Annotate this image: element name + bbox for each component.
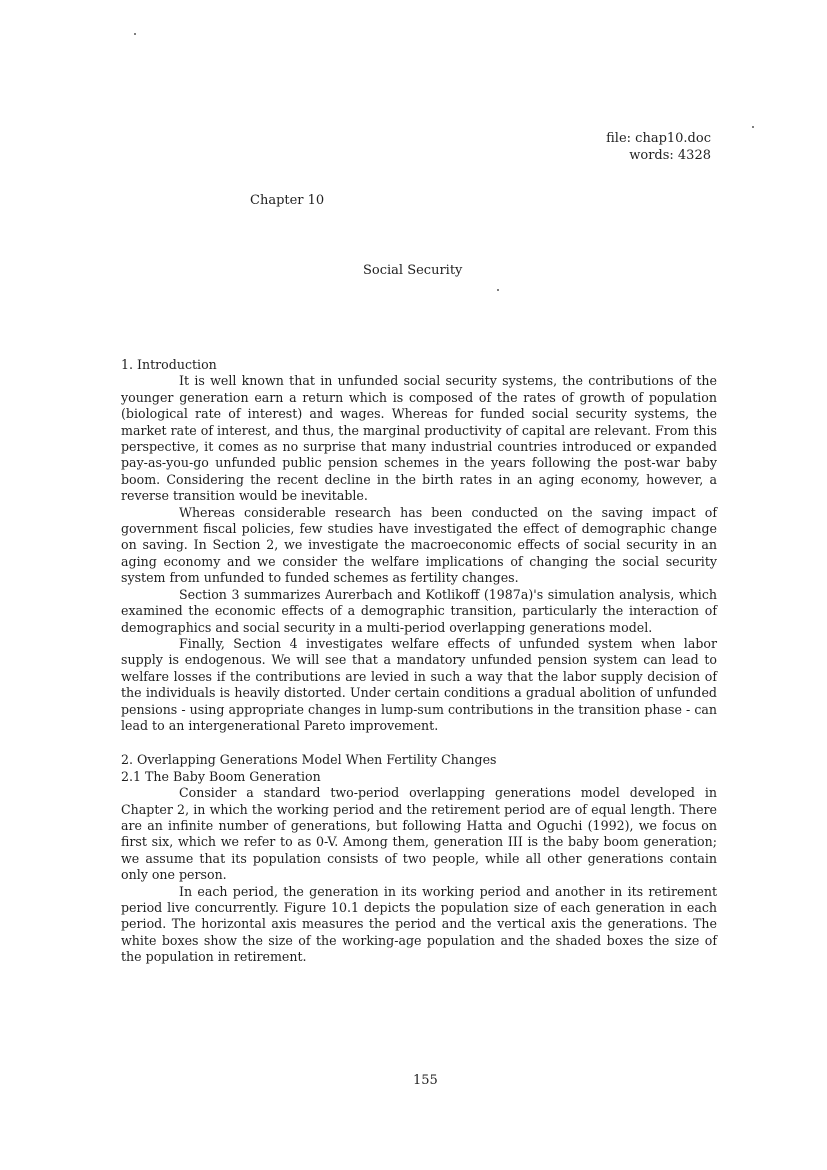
page-number: 155 <box>413 1073 438 1088</box>
subsection-heading: 2.1 The Baby Boom Generation <box>121 768 321 784</box>
chapter-label: Chapter 10 <box>250 193 325 208</box>
file-info <box>606 130 711 164</box>
section-heading: 1. Introduction <box>121 357 217 372</box>
paragraph: In each period, the generation in its working period and another in its retirement period live concurrently. Figure 10.1 depicts the population size of each generation in each period. The horizontal axis measures the period and the vertical axis the generations. The white boxes show the size of the working-age population and the shaded boxes the size of the population in retirement. <box>121 883 717 965</box>
paragraph: Consider a standard two-period overlapping generations model developed in Chapter 2, in which the working period and the retirement period are of equal length. There are an infinite number of generations, but following Hatta and Oguchi (1992), we focus on first six, which we refer to as 0-V. Among them, generation III is the baby boom generation; we assume that its population consists of two people, while all other generations contain only one person. <box>121 785 717 883</box>
paragraph: It is well known that in unfunded social security systems, the contributions of the younger generation earn a return which is composed of the rates of growth of population (biological rate of interest) and wages. Whereas for funded social security systems, the market rate of interest, and thus, the marginal productivity of capital are relevant. From this perspective, it comes as no surprise that many industrial countries introduced or expanded pay-as-you-go unfunded public pension schemes in the years following the post-war baby boom. Considering the recent decline in the birth rates in an aging economy, however, a reverse transition would be inevitable. <box>121 373 717 504</box>
scan-speck <box>497 289 499 291</box>
paragraph: Finally, Section 4 investigates welfare effects of unfunded system when labor supply is endogenous. We will see that a mandatory unfunded pension system can lead to welfare losses if the contributions are levied in such a way that the labor supply decision of the individuals is heavily distorted. Under certain conditions a gradual abolition of unfunded pensions - using appropriate changes in lump-sum contributions in the transition phase - can lead to an intergenerational Pareto improvement. <box>121 635 717 733</box>
word-count: words: 4328 <box>629 148 711 163</box>
scan-speck <box>752 126 754 128</box>
section-heading: 2. Overlapping Generations Model When Fertility Changes <box>121 752 497 768</box>
page-title: Social Security <box>363 263 463 278</box>
paragraph: Whereas considerable research has been conducted on the saving impact of government fiscal policies, few studies have investigated the effect of demographic change on saving. In Section 2, we investigate the macroeconomic effects of social security in an aging economy and we consider the welfare implications of changing the social security system from unfunded to funded schemes as fertility changes. <box>121 504 717 586</box>
section-spacer <box>121 734 717 752</box>
scan-speck <box>134 33 136 35</box>
file-name: file: chap10.doc <box>606 131 711 146</box>
body-text <box>121 357 717 966</box>
paragraph: Section 3 summarizes Aurerbach and Kotlikoff (1987a)'s simulation analysis, which examined the economic effects of a demographic transition, particularly the interaction of demographics and social security in a multi-period overlapping generations model. <box>121 586 717 635</box>
